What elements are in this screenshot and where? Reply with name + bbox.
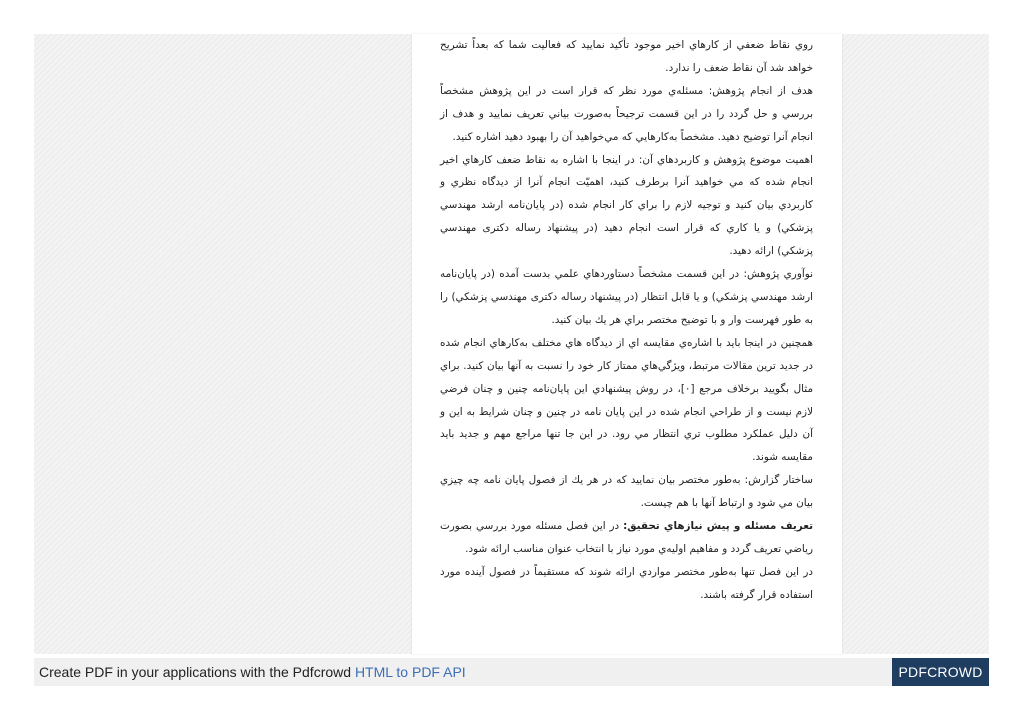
paragraph-weakness-note: روي نقاط ضعفي از كارهاي اخير موجود تأكيد نماييد كه فعاليت شما كه بعداً تشريح خواهد شد آن نقاط ضعف را ندارد. [440,39,813,74]
footer-text [39,664,466,680]
html-to-pdf-api-link[interactable]: HTML to PDF API [354,664,466,680]
pdfcrowd-logo-button[interactable]: PDFCROWD [892,658,989,686]
paragraph-chapter-note: در اين فصل تنها به‌طور مختصر مواردي ارائه شوند كه مستقيماً در فصول آينده مورد استفاده قرار گرفته باشند. [440,565,813,601]
pdfcrowd-footer [34,658,989,686]
problem-definition-text: در اين فصل مسئله مورد بررسي بصورت رياضي تعريف گردد و مفاهيم اوليه‌ي مورد نياز با انتخاب عنوان مناسب ارائه شود. [440,520,813,555]
paragraph-research-importance: اهميت موضوع پژوهش و كاربردهاي آن: در اينجا با اشاره به نقاط ضعف كارهاي اخير انجام شده كه مي خواهيد آنرا برطرف كنيد، اهميّت انجام آنرا از ديدگاه نظري و كاربردي بيان كنيد و توجيه لازم را براي كار انجام شده (در پايان‌نامه ارشد مهندسي پزشكي) و يا كاري كه قرار است انجام دهيد (در پيشنهاد رساله دكترى مهندسي پزشكي) ارائه دهيد. [440,153,813,258]
document-page [412,34,842,654]
paragraph-report-structure: ساختار گزارش: به‌طور مختصر بيان نماييد كه در هر يك از فصول پايان نامه چه چيزي بيان مي شود و ارتباط آنها با هم چيست. [440,474,813,510]
paragraph-comparison: همچنين در اينجا بايد با اشاره‌ي مقايسه اي از ديدگاه هاي مختلف به‌كارهاي انجام شده در جديد ترين مقالات مرتبط، ويژگي‌هاي ممتاز كار خود را نسبت به آنها بيان كنيد. براي مثال بگوييد برخلاف مرجع [۰]، در روش پيشنهادي اين پايان‌نامه چنين و چنان فرضي لازم نيست و از طراحي انجام شده در اين پايان نامه در چنين و چنان شرايط به اين و آن دليل عملكرد مطلوب تري انتظار مي رود. در اين جا تنها مراجع مهم و جديد بايد مقايسه شوند. [440,336,814,464]
footer-prefix: Create PDF in your applications with the Pdfcrowd [39,664,355,680]
paragraph-problem-definition [440,515,813,561]
paragraph-research-goal: هدف از انجام پژوهش: مسئله‌ي مورد نظر كه قرار است در اين پژوهش مشخصاً بررسي و حل گردد را در اين قسمت ترجيحاً به‌صورت بياني تعريف نماييد و هدف از انجام آنرا توضيح دهيد. مشخصاً به‌كارهايي كه مي‌خواهيد آن را بهبود دهيد اشاره كنيد. [440,84,813,143]
problem-definition-heading: تعريف مسئله و پيش نيازهاي تحقيق: [623,520,813,533]
document-body [440,34,813,607]
paragraph-research-innovation: نوآوري پژوهش: در اين قسمت مشخصاً دستاوردهاي علمي بدست آمده (در پايان‌نامه ارشد مهندسي پزشكي) و يا قابل انتظار (در پيشنهاد رساله دكترى مهندسي پزشكي) را به طور فهرست وار و با توضيح مختصر براي هر يك بيان كنيد. [440,268,813,326]
